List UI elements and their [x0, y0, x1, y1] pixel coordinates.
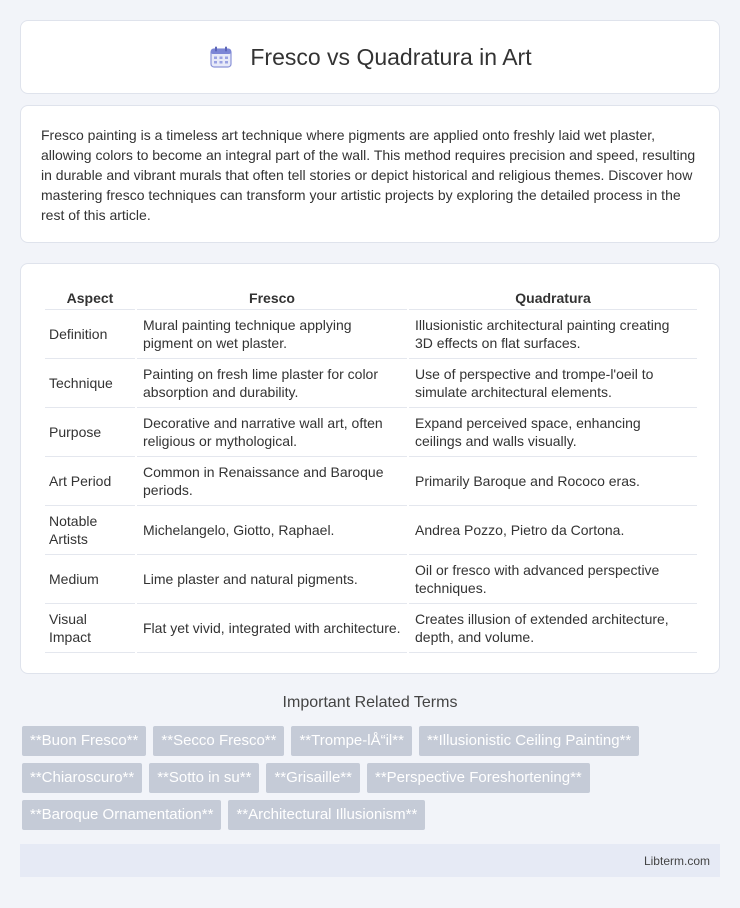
tag-chiaroscuro[interactable]: **Chiaroscuro**	[22, 763, 142, 793]
column-header-aspect: Aspect	[45, 286, 135, 310]
comparison-table-card	[20, 263, 720, 674]
row-fresco: Painting on fresh lime plaster for color absorption and durability.	[137, 359, 407, 408]
intro-card	[20, 105, 720, 243]
row-aspect: Definition	[45, 310, 135, 359]
row-quadratura: Oil or fresco with advanced perspective techniques.	[409, 555, 697, 604]
table-row	[45, 506, 697, 555]
row-aspect: Technique	[45, 359, 135, 408]
related-terms-title: Important Related Terms	[282, 694, 458, 711]
row-fresco: Decorative and narrative wall art, often religious or mythological.	[137, 408, 407, 457]
comparison-table	[43, 286, 699, 653]
row-quadratura: Expand perceived space, enhancing ceilings and walls visually.	[409, 408, 697, 457]
header-card	[20, 20, 720, 94]
header-inner	[208, 44, 531, 71]
row-aspect: Art Period	[45, 457, 135, 506]
intro-text: Fresco painting is a timeless art technique where pigments are applied onto freshly laid wet plaster, allowing colors to become an integral part of the wall. This method requires precision and speed, resulting in durable and vibrant murals that often tell stories or depict historical and religious themes. Discover how mastering fresco techniques can transform your artistic projects by exploring the detailed process in the rest of this article.	[41, 127, 696, 223]
tag-trompe-loeil[interactable]: **Trompe-lÅ“il**	[291, 726, 411, 756]
tag-baroque-ornamentation[interactable]: **Baroque Ornamentation**	[22, 800, 221, 830]
calendar-icon	[208, 44, 234, 70]
row-fresco: Lime plaster and natural pigments.	[137, 555, 407, 604]
row-fresco: Flat yet vivid, integrated with architecture.	[137, 604, 407, 653]
row-aspect: Medium	[45, 555, 135, 604]
row-aspect: Notable Artists	[45, 506, 135, 555]
row-aspect: Visual Impact	[45, 604, 135, 653]
column-header-quadratura: Quadratura	[409, 286, 697, 310]
row-fresco: Michelangelo, Giotto, Raphael.	[137, 506, 407, 555]
tag-illusionistic-ceiling-painting[interactable]: **Illusionistic Ceiling Painting**	[419, 726, 639, 756]
page-title: Fresco vs Quadratura in Art	[250, 43, 532, 70]
row-fresco: Mural painting technique applying pigment on wet plaster.	[137, 310, 407, 359]
table-row	[45, 310, 697, 359]
tag-secco-fresco[interactable]: **Secco Fresco**	[153, 726, 284, 756]
table-row	[45, 359, 697, 408]
table-row	[45, 555, 697, 604]
row-aspect: Purpose	[45, 408, 135, 457]
table-header-row	[45, 286, 697, 310]
tag-architectural-illusionism[interactable]: **Architectural Illusionism**	[228, 800, 425, 830]
related-terms-tags	[22, 726, 722, 830]
table-row	[45, 408, 697, 457]
tag-buon-fresco[interactable]: **Buon Fresco**	[22, 726, 146, 756]
column-header-fresco: Fresco	[137, 286, 407, 310]
tag-perspective-foreshortening[interactable]: **Perspective Foreshortening**	[367, 763, 590, 793]
footer-site-link[interactable]: Libterm.com	[643, 853, 710, 868]
row-quadratura: Illusionistic architectural painting creating 3D effects on flat surfaces.	[409, 310, 697, 359]
tag-grisaille[interactable]: **Grisaille**	[266, 763, 360, 793]
footer	[20, 844, 720, 877]
row-fresco: Common in Renaissance and Baroque periods.	[137, 457, 407, 506]
table-row	[45, 457, 697, 506]
table-row	[45, 604, 697, 653]
row-quadratura: Andrea Pozzo, Pietro da Cortona.	[409, 506, 697, 555]
row-quadratura: Use of perspective and trompe-l'oeil to simulate architectural elements.	[409, 359, 697, 408]
tag-sotto-in-su[interactable]: **Sotto in su**	[149, 763, 259, 793]
row-quadratura: Primarily Baroque and Rococo eras.	[409, 457, 697, 506]
row-quadratura: Creates illusion of extended architecture, depth, and volume.	[409, 604, 697, 653]
